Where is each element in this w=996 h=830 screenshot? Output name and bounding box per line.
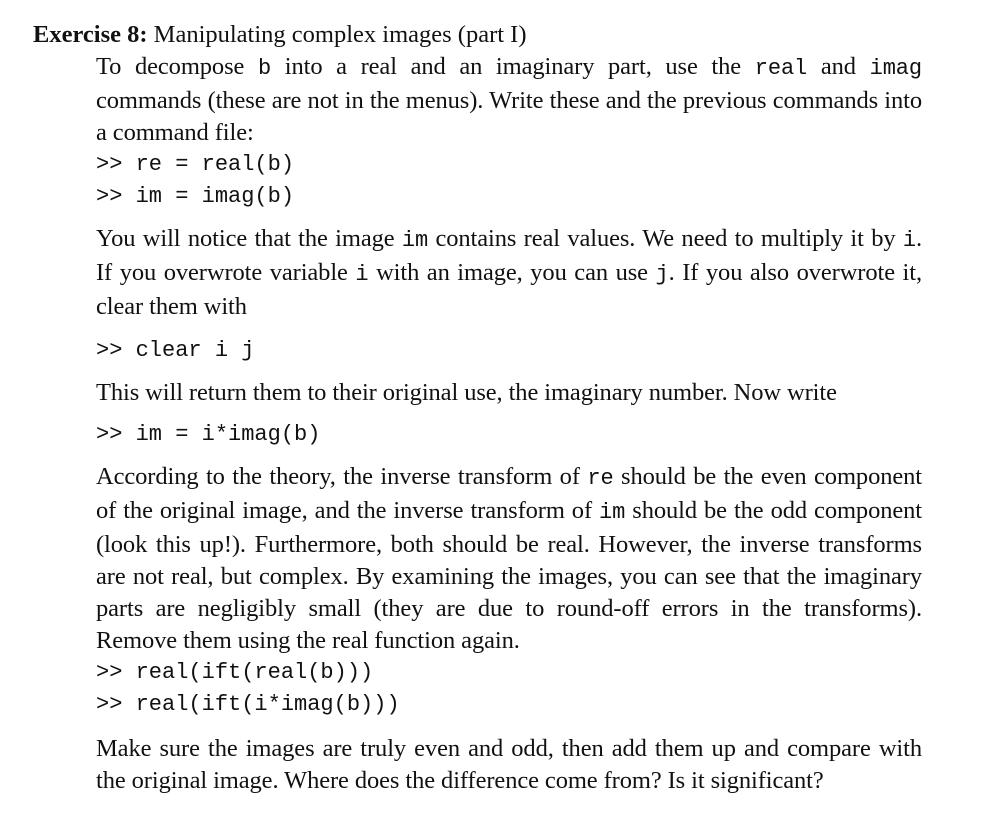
code-line: >> real(ift(real(b))) <box>96 660 374 685</box>
exercise-body <box>96 51 922 797</box>
code-line: >> real(ift(i*imag(b))) <box>96 692 400 717</box>
inline-code: imag <box>869 56 923 81</box>
inline-code: real <box>754 56 808 81</box>
inline-code: i <box>355 262 369 287</box>
text: To decompose <box>96 53 258 80</box>
text: into a real and an imaginary part, use the <box>271 53 755 80</box>
paragraph-return: This will return them to their original use, the imaginary number. Now write <box>96 379 837 406</box>
paragraph-intro <box>96 51 922 149</box>
inline-code: re <box>587 466 614 491</box>
inline-code: i <box>902 228 916 253</box>
text: You will notice that the image <box>96 225 402 252</box>
text: with an image, you can use <box>368 259 656 286</box>
code-line: >> clear i j <box>96 338 255 363</box>
inline-code: b <box>257 56 272 81</box>
text: . If you also overwrote it, clear them with <box>96 259 922 320</box>
code-line: >> im = i*imag(b) <box>96 422 321 447</box>
inline-code: j <box>655 262 669 287</box>
text: According to the theory, the inverse transform of <box>96 463 588 490</box>
inline-code: im <box>401 228 429 253</box>
text: should be the even component of the original image, and the inverse transform of <box>96 463 922 524</box>
paragraph-theory <box>96 461 922 657</box>
text: and <box>807 53 870 80</box>
code-line: >> im = imag(b) <box>96 184 295 209</box>
text: contains real values. We need to multiply it by <box>428 225 903 252</box>
exercise-label: Exercise 8: <box>33 21 148 48</box>
text: commands (these are not in the menus). Write these and the previous commands into a command file: <box>96 87 922 146</box>
exercise-title: Manipulating complex images (part I) <box>153 21 527 48</box>
paragraph-multiply <box>96 223 922 323</box>
exercise-heading <box>33 19 527 51</box>
text: . If you overwrote variable <box>96 225 922 286</box>
inline-code: im <box>599 500 626 525</box>
text: should be the odd component (look this up!). Furthermore, both should be real. However, the inverse transforms are not real, but complex. By examining the images, you can see that the imaginary parts are negligibly small (they are due to round-off errors in the transforms). Remove them using the real function again. <box>96 497 923 654</box>
paragraph-conclusion: Make sure the images are truly even and odd, then add them up and compare with the original image. Where does the difference come from? Is it significant? <box>96 735 922 794</box>
code-line: >> re = real(b) <box>96 152 295 177</box>
